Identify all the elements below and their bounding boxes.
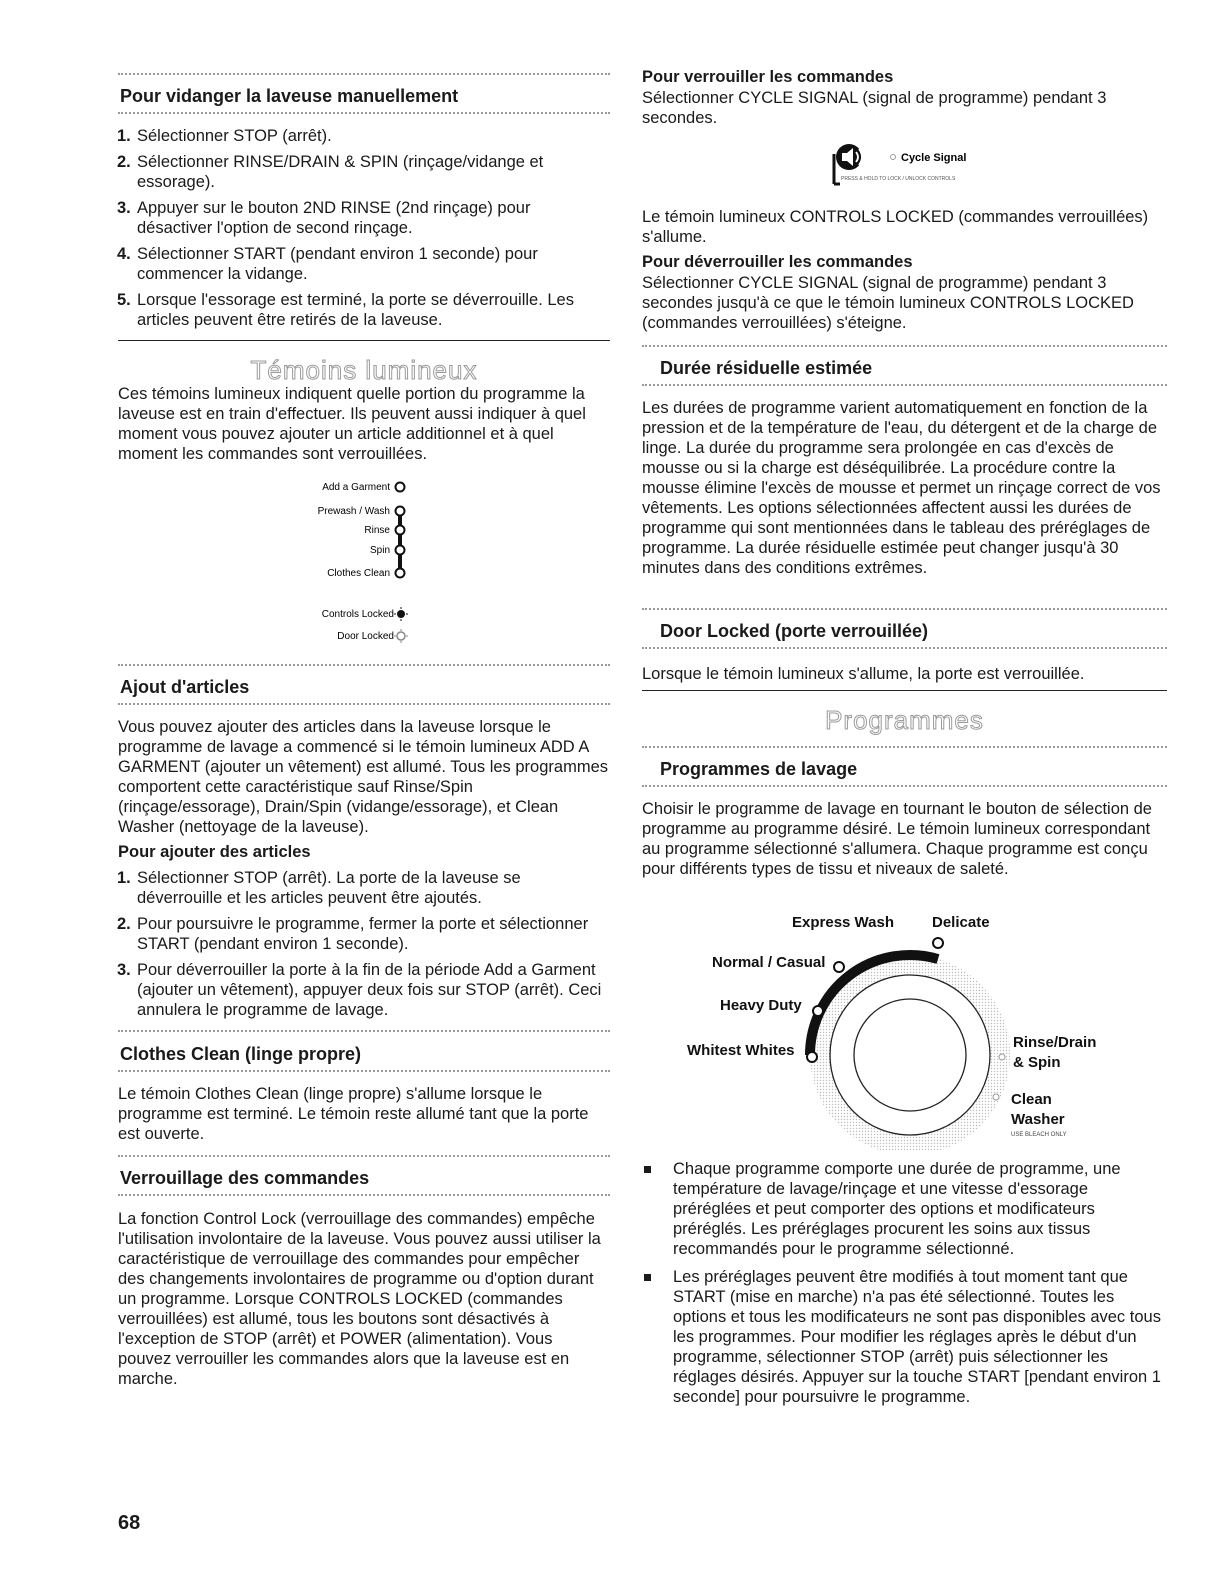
list-item: Chaque programme comporte une durée de programme, une température de lavage/rinçage et une vitesse d'essorage préréglées et peut comporter des options et modificateurs préréglés. Les préréglages procurent les soins aux tissus recommandés pour le programme sélectionné. [642,1159,1167,1259]
press-hold-caption: PRESS & HOLD TO LOCK / UNLOCK CONTROLS [841,176,956,182]
lights-heading: Témoins lumineux [250,355,478,385]
door-text: Lorsque le témoin lumineux s'allume, la porte est verrouillée. [642,665,1085,683]
wash-text: Choisir le programme de lavage en tournant le bouton de sélection de programme au programme désiré. Le témoin lumineux correspondant au programme sélectionné s'allumera. Chaque programme est conçu pour différents types de tissu et niveaux de saleté. [642,800,1152,878]
express-wash-label: Express Wash [792,914,894,931]
clean-title: Clothes Clean (linge propre) [120,1044,362,1064]
unlock-instruction: Sélectionner CYCLE SIGNAL (signal de programme) pendant 3 secondes jusqu'à ce que le témoin lumineux CONTROLS LOCKED (commandes verrouillées) s'éteigne. [642,274,1134,332]
svg-text:Spin: Spin [369,545,390,556]
svg-text:Door Locked: Door Locked [337,631,394,642]
clean-washer-light [993,1094,999,1100]
light-clothes-clean [327,568,404,579]
add-steps [118,868,610,1026]
lights-intro: Ces témoins lumineux indiquent quelle portion du programme la laveuse est en train d'effectuer. Ils peuvent aussi indiquer à quel moment vous pouvez ajouter un article additionnel et à quel moment les commandes sont verrouillées. [118,385,586,463]
divider [118,1070,610,1072]
divider [118,1030,610,1032]
add-title: Ajout d'articles [120,677,250,697]
page-number: 68 [118,1512,141,1534]
add-intro: Vous pouvez ajouter des articles dans la laveuse lorsque le programme de lavage a commencé si le témoin lumineux ADD A GARMENT (ajouter un vêtement) est allumé. Tous les programmes comportent cette caractéristique sauf Rinse/Spin (rinçage/essorage), Drain/Spin (vidange/essorage), et Clean Washer (nettoyage de la laveuse). [118,718,608,836]
lock-title: Verrouillage des commandes [120,1168,370,1188]
light-rinse [364,525,404,536]
drain-steps [118,126,610,336]
divider [642,746,1167,748]
washer-label: Washer [1011,1111,1065,1128]
door-title: Door Locked (porte verrouillée) [660,621,929,641]
svg-text:Prewash / Wash: Prewash / Wash [317,506,390,517]
use-bleach-label: USE BLEACH ONLY [1011,1132,1067,1138]
rinse-drain-label: Rinse/Drain [1013,1034,1097,1051]
list-item: 3. Pour déverrouiller la porte à la fin de la période Add a Garment (ajouter un vêtement), appuyer deux fois sur STOP (arrêt). Ceci annulera le programme de lavage. [117,961,602,1019]
list-item: 2. Sélectionner RINSE/DRAIN & SPIN (rinçage/vidange et essorage). [117,153,544,191]
svg-text:Controls Locked: Controls Locked [321,609,394,620]
light-add-garment [322,482,404,493]
svg-text:Rinse: Rinse [364,525,390,536]
lock-text: La fonction Control Lock (verrouillage des commandes) empêche l'utilisation involontaire de la laveuse. Vous pouvez aussi utiliser la caractéristique de verrouillage des commandes pour empêcher des changements involontaires de programme ou d'option durant un programme. Lorsque CONTROLS LOCKED (commandes verrouillées) est allumé, tous les boutons sont désactivés à l'exception de STOP (arrêt) et POWER (alimentation). Vous pouvez verrouiller les commandes alors que la laveuse est en marche. [118,1210,601,1388]
cycle-signal-button-diagram [642,140,1167,196]
status-lights-diagram [118,476,610,646]
list-item: 2. Pour poursuivre le programme, fermer la porte et sélectionner START (pendant environ 1 seconde). [117,915,589,953]
drain-title: Pour vidanger la laveuse manuellement [120,86,459,106]
cycle-signal-label: Cycle Signal [901,152,967,164]
list-item: Les préréglages peuvent être modifiés à tout moment tant que START (mise en marche) n'a pas été sélectionné. Toutes les options et tous les modificateurs ne sont pas disponibles avec tous les programmes. Pour modifier les réglages après le début d'un programme, sélectionner STOP (arrêt) puis sélectionner les réglages désirés. Appuyer sur la touche START [pendant environ 1 seconde] pour poursuivre le programme. [642,1267,1167,1407]
section-rule [642,690,1167,691]
divider [642,647,1167,649]
wash-title: Programmes de lavage [660,759,858,779]
whitest-whites-label: Whitest Whites [687,1042,795,1059]
clean-label: Clean [1011,1091,1052,1108]
light-prewash-wash [318,506,405,517]
list-item: 4. Sélectionner START (pendant environ 1 seconde) pour commencer la vidange. [117,245,538,283]
divider [118,1194,610,1196]
svg-text:Add a Garment: Add a Garment [322,482,390,493]
whitest-whites-light [807,1052,817,1062]
list-item: 5. Lorsque l'essorage est terminé, la porte se déverrouille. Les articles peuvent être retirés de la laveuse. [117,291,574,329]
bullet-list [642,1159,1167,1415]
divider [118,73,610,75]
delicate-label: Delicate [932,914,990,931]
time-text: Les durées de programme varient automatiquement en fonction de la pression et de la température de l'eau, du détergent et de la charge de linge. La durée du programme sera prolongée en cas d'excès de mousse ou si la charge est déséquilibrée. La procédure contre la mousse élimine l'excès de mousse et permet un rinçage correct de vos vêtements. Les options sélectionnées affectent aussi les durées de programme qui sont mentionnées dans le tableau des préréglages de programme. La durée résiduelle estimée peut changer jusqu'à 30 minutes dans des conditions extrêmes. [642,399,1161,577]
divider [118,112,610,114]
rinse-drain-light [999,1054,1005,1060]
programs-heading: Programmes [825,705,984,735]
list-item: 1. Sélectionner STOP (arrêt). [117,127,332,145]
lock-subheading: Pour verrouiller les commandes [642,68,894,86]
light-controls-locked [322,607,408,621]
cycle-selector-dial [810,955,1010,1150]
normal-casual-light [834,962,844,972]
unlock-subheading: Pour déverrouiller les commandes [642,253,913,271]
heavy-duty-light [813,1006,823,1016]
light-door-locked [337,629,408,643]
svg-text:Clothes Clean: Clothes Clean [327,568,390,579]
rinse-spin-label: & Spin [1013,1054,1061,1071]
list-item: 3. Appuyer sur le bouton 2ND RINSE (2nd rinçage) pour désactiver l'option de second rinçage. [117,199,531,237]
divider [118,664,610,666]
heavy-duty-label: Heavy Duty [720,997,802,1014]
locked-text: Le témoin lumineux CONTROLS LOCKED (commandes verrouillées) s'allume. [642,208,1149,246]
time-title: Durée résiduelle estimée [660,358,873,378]
divider [642,345,1167,347]
cycle-dial-diagram [642,905,1167,1150]
divider [118,1155,610,1157]
light-spin [370,545,405,556]
lock-instruction: Sélectionner CYCLE SIGNAL (signal de programme) pendant 3 secondes. [642,89,1107,127]
divider [642,785,1167,787]
divider [642,608,1167,610]
delicate-light [933,938,943,948]
divider [642,384,1167,386]
list-item: 1. Sélectionner STOP (arrêt). La porte de la laveuse se déverrouille et les articles peuvent être ajoutés. [117,869,521,907]
clean-text: Le témoin Clothes Clean (linge propre) s'allume lorsque le programme est terminé. Le témoin reste allumé tant que la porte est ouverte. [118,1085,589,1143]
section-rule [118,340,610,341]
normal-casual-label: Normal / Casual [712,954,826,971]
add-subheading: Pour ajouter des articles [118,843,311,861]
divider [118,703,610,705]
